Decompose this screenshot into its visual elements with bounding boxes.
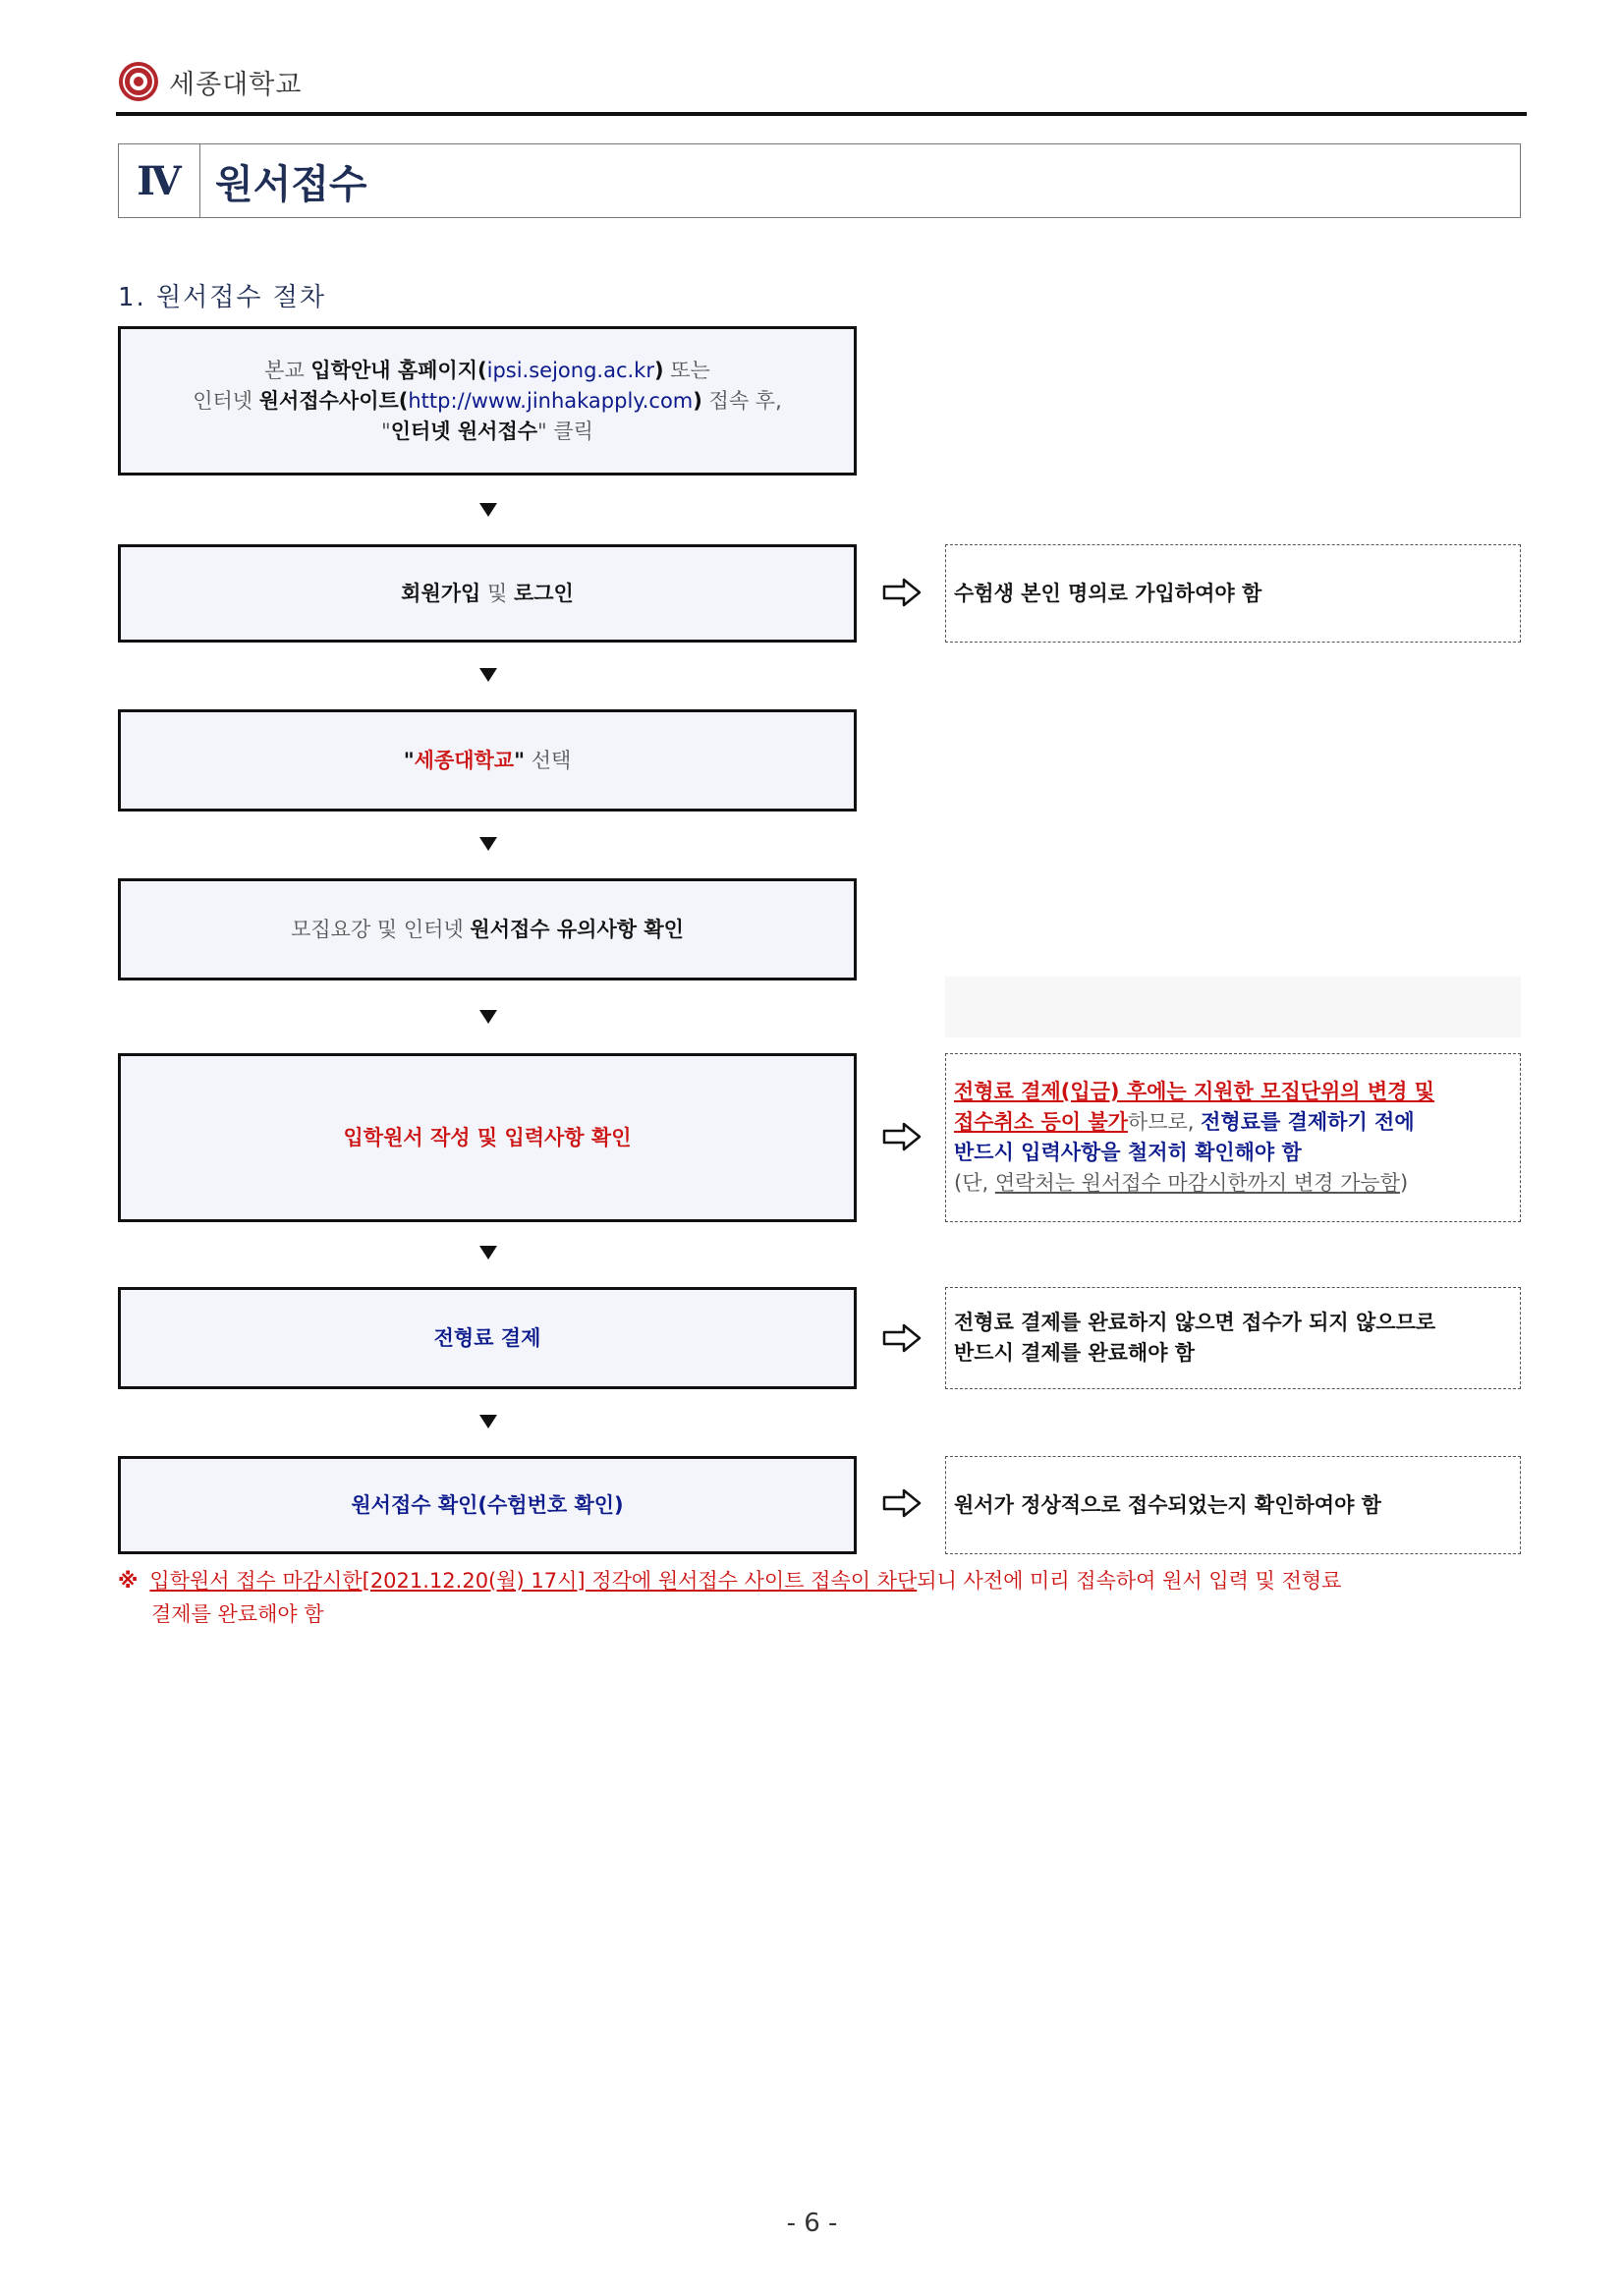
university-seal-icon [118, 61, 159, 102]
note-application-caution: 전형료 결제(입금) 후에는 지원한 모집단위의 변경 및 접수취소 등이 불가하므로, 전형료를 결제하기 전에 반드시 입력사항을 철저히 확인해야 함 (단, 연락처는 원서접수 마감시한까지 변경 가능함) [945, 1053, 1521, 1222]
step-pay-fee: 전형료 결제 [118, 1287, 857, 1389]
section-title: 원서접수 [215, 161, 367, 207]
down-triangle-icon [479, 503, 497, 517]
footnote: ※ 입학원서 접수 마감시한[2021.12.20(월) 17시] 정각에 원서접수 사이트 접속이 차단되니 사전에 미리 접속하여 원서 입력 및 전형료 결제를 완료해야 함 [118, 1569, 1342, 1626]
section-number: Ⅳ [119, 144, 200, 217]
university-name: 세종대학교 [169, 70, 303, 100]
step-confirm-receipt: 원서접수 확인(수험번호 확인) [118, 1456, 857, 1554]
step-homepage-access: 본교 입학안내 홈페이지(ipsi.sejong.ac.kr) 또는 인터넷 원서접수사이트(http://www.jinhakapply.com) 접속 후, "인터넷 원서접수" 클릭 [118, 326, 857, 476]
sub-heading: 1. 원서접수 절차 [118, 283, 327, 312]
hollow-right-arrow-icon [882, 1122, 922, 1151]
step-fill-application: 입학원서 작성 및 입력사항 확인 [118, 1053, 857, 1222]
step-select-university: "세종대학교" 선택 [118, 709, 857, 812]
page-number: - 6 - [786, 2209, 838, 2238]
step-signup-login: 회원가입 및 로그인 [118, 544, 857, 643]
down-triangle-icon [479, 1010, 497, 1024]
note-payment: 전형료 결제를 완료하지 않으면 접수가 되지 않으므로 반드시 결제를 완료해야 함 [945, 1287, 1521, 1389]
down-triangle-icon [479, 668, 497, 682]
down-triangle-icon [479, 837, 497, 851]
step-review-guidelines: 모집요강 및 인터넷 원서접수 유의사항 확인 [118, 878, 857, 980]
down-triangle-icon [479, 1246, 497, 1260]
hollow-right-arrow-icon [882, 1488, 922, 1518]
note-signup: 수험생 본인 명의로 가입하여야 함 [945, 544, 1521, 643]
header-rule [116, 112, 1527, 116]
section-title-box [118, 143, 1521, 218]
hollow-right-arrow-icon [882, 1323, 922, 1353]
hollow-right-arrow-icon [882, 578, 922, 607]
note-confirm: 원서가 정상적으로 접수되었는지 확인하여야 함 [945, 1456, 1521, 1554]
shaded-area [945, 977, 1521, 1037]
down-triangle-icon [479, 1415, 497, 1428]
